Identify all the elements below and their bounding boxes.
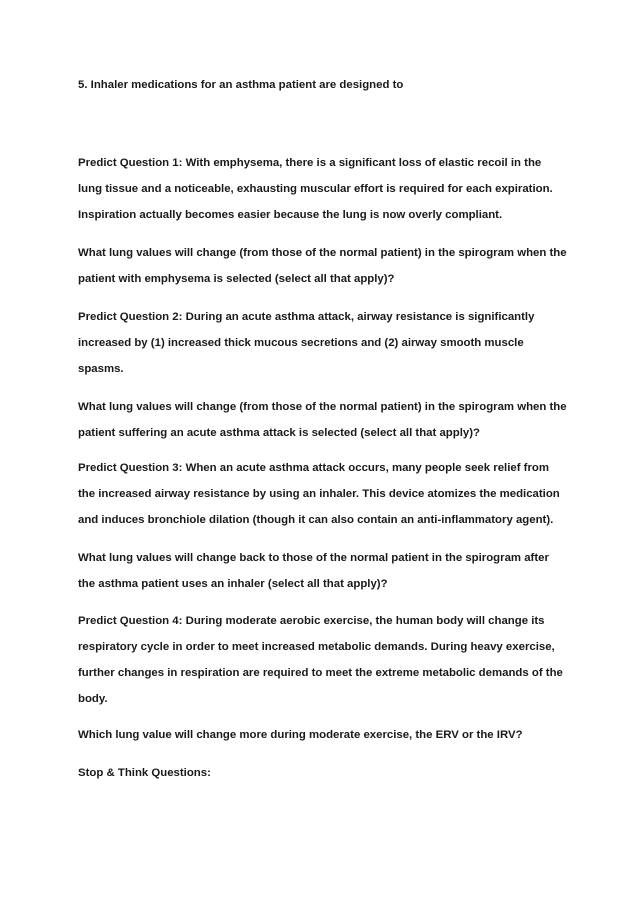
stop-think-heading: Stop & Think Questions: bbox=[78, 767, 211, 779]
paragraph-line: lung tissue and a noticeable, exhausting muscular effort is required for each expiration. bbox=[78, 183, 553, 195]
paragraph-line: Predict Question 4: During moderate aerobic exercise, the human body will change its bbox=[78, 615, 545, 627]
paragraph-line: Predict Question 2: During an acute asthma attack, airway resistance is significantly bbox=[78, 311, 535, 323]
question-4: Which lung value will change more during moderate exercise, the ERV or the IRV? bbox=[78, 729, 523, 741]
predict-question-3 bbox=[78, 455, 578, 533]
paragraph-line: spasms. bbox=[78, 363, 124, 375]
paragraph-line: further changes in respiration are required to meet the extreme metabolic demands of the bbox=[78, 667, 563, 679]
question-1 bbox=[78, 240, 578, 292]
paragraph-line: respiratory cycle in order to meet increased metabolic demands. During heavy exercise, bbox=[78, 641, 555, 653]
paragraph-line: What lung values will change (from those of the normal patient) in the spirogram when the bbox=[78, 401, 567, 413]
paragraph-line: What lung values will change back to those of the normal patient in the spirogram after bbox=[78, 552, 549, 564]
paragraph-line: increased by (1) increased thick mucous secretions and (2) airway smooth muscle bbox=[78, 337, 524, 349]
question-2 bbox=[78, 394, 578, 446]
paragraph-line: the increased airway resistance by using an inhaler. This device atomizes the medication bbox=[78, 488, 560, 500]
predict-question-1 bbox=[78, 150, 578, 228]
predict-question-4 bbox=[78, 608, 578, 712]
paragraph-line: Predict Question 1: With emphysema, there is a significant loss of elastic recoil in the bbox=[78, 157, 542, 169]
paragraph-line: Inspiration actually becomes easier because the lung is now overly compliant. bbox=[78, 209, 503, 221]
paragraph-line: What lung values will change (from those of the normal patient) in the spirogram when the bbox=[78, 247, 567, 259]
predict-question-2 bbox=[78, 304, 578, 382]
paragraph-line: and induces bronchiole dilation (though it can also contain an anti-inflammatory agent). bbox=[78, 514, 554, 526]
question-3 bbox=[78, 545, 578, 597]
paragraph-line: patient suffering an acute asthma attack is selected (select all that apply)? bbox=[78, 427, 480, 439]
paragraph-line: body. bbox=[78, 693, 108, 705]
paragraph-line: Predict Question 3: When an acute asthma attack occurs, many people seek relief from bbox=[78, 462, 549, 474]
question-5-heading: 5. Inhaler medications for an asthma patient are designed to bbox=[78, 79, 404, 91]
paragraph-line: the asthma patient uses an inhaler (select all that apply)? bbox=[78, 578, 388, 590]
paragraph-line: patient with emphysema is selected (select all that apply)? bbox=[78, 273, 395, 285]
